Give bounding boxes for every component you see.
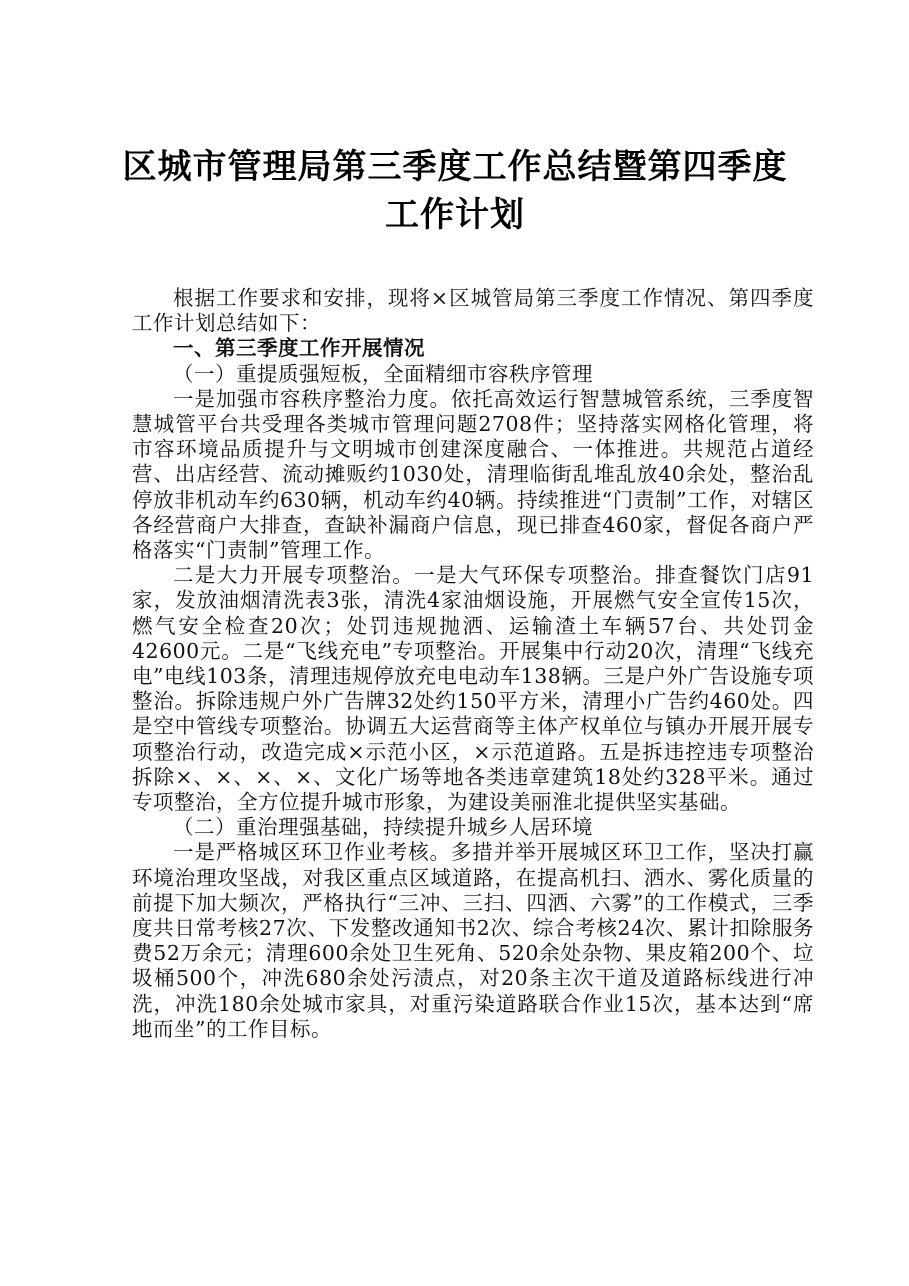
subsection-heading: （一）重提质强短板，全面精细市容秩序管理 (173, 361, 593, 386)
subsection-heading: （二）重治理强基础，持续提升城乡人居环境 (173, 815, 593, 840)
body-paragraph: 二是大力开展专项整治。一是大气环保专项整治。排查餐饮门店91家，发放油烟清洗表3张，清洗4家油烟设施，开展燃气安全宣传15次，燃气安全检查20次；处罚违规抛洒、运输渣土车辆57台、共处罚金42600元。二是“飞线充电”专项整治。开展集中行动20次，清理“飞线充电”电线103条，清理违规停放充电电动车138辆。三是户外广告设施专项整治。拆除违规户外广告牌32处约150平方米，清理小广告约460处。四是空中管线专项整治。协调五大运营商等主体产权单位与镇办开展开展专项整治行动，改造完成×示范小区，×示范道路。五是拆违控违专项整治拆除×、×、×、×、文化广场等地各类违章建筑18处约328平米。通过专项整治，全方位提升城市形象，为建设美丽淮北提供坚实基础。 (132, 563, 814, 815)
document-body (132, 286, 814, 1042)
document-title: 区城市管理局第三季度工作总结暨第四季度工作计划 (122, 147, 788, 235)
body-paragraph: 一是加强市容秩序整治力度。依托高效运行智慧城管系统，三季度智慧城管平台共受理各类城市管理问题2708件；坚持落实网格化管理，将市容环境品质提升与文明城市创建深度融合、一体推进。共规范占道经营、出店经营、流动摊贩约1030处，清理临街乱堆乱放40余处，整治乱停放非机动车约630辆，机动车约40辆。持续推进“门责制”工作，对辖区各经营商户大排查，查缺补漏商户信息，现已排查460家，督促各商户严格落实“门责制”管理工作。 (132, 386, 814, 563)
section-heading: 一、第三季度工作开展情况 (173, 336, 425, 361)
body-paragraph: 一是严格城区环卫作业考核。多措并举开展城区环卫工作，坚决打赢环境治理攻坚战，对我区重点区域道路，在提高机扫、洒水、雾化质量的前提下加大频次，严格执行“三冲、三扫、四洒、六雾”的工作模式，三季度共日常考核27次、下发整改通知书2次、综合考核24次、累计扣除服务费52万余元；清理600余处卫生死角、520余处杂物、果皮箱200个、垃圾桶500个，冲洗680余处污渍点，对20条主次干道及道路标线进行冲洗，冲洗180余处城市家具，对重污染道路联合作业15次，基本达到“席地而坐”的工作目标。 (132, 840, 814, 1041)
intro-paragraph: 根据工作要求和安排，现将×区城管局第三季度工作情况、第四季度工作计划总结如下： (132, 286, 814, 336)
